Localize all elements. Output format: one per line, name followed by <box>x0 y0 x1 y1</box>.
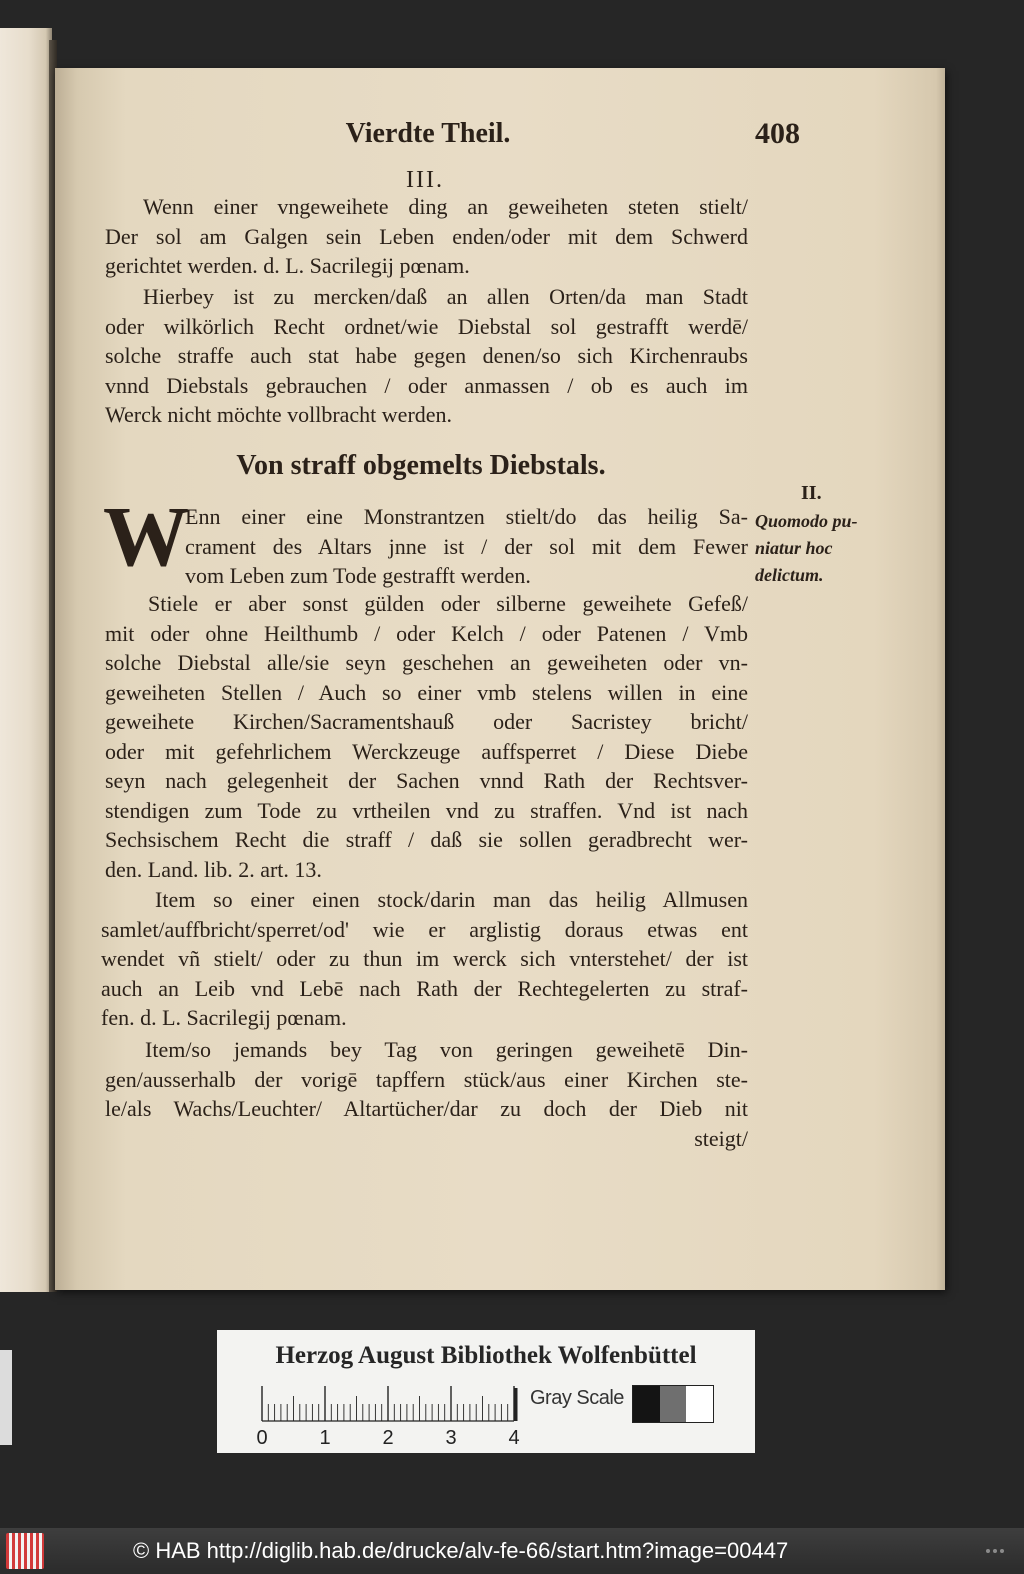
text-line: oder wilkörlich Recht ordnet/wie Diebstal sol gestrafft werdē/ <box>105 313 748 339</box>
text-line: auch an Leib vnd Lebē nach Rath der Rechtegelerten zu straf- <box>101 975 748 1001</box>
text-line: Item so einer einen stock/darin man das heilig Allmusen <box>155 887 748 912</box>
margin-note-line: delictum. <box>755 565 824 585</box>
text-line: mit oder ohne Heilthumb / oder Kelch / oder Patenen / Vmb <box>105 620 748 646</box>
ruler-label: 3 <box>445 1427 457 1449</box>
book-page <box>55 68 945 1290</box>
ruler-label: 4 <box>508 1427 520 1449</box>
footer-copyright: © HAB http://diglib.hab.de/drucke/alv-fe-66/start.htm?image=00447 <box>133 1538 789 1563</box>
text-line: geweiheten Stellen / Auch so einer vmb stelens willen in eine <box>105 679 748 705</box>
text-line: seyn nach gelegenheit der Sachen vnnd Rath der Rechtsver- <box>105 768 748 793</box>
paragraph <box>101 885 748 1033</box>
gray-swatch <box>633 1386 660 1422</box>
text-line: gen/ausserhalb der vorigē tapffern stück/aus einer Kirchen ste- <box>105 1066 748 1092</box>
text-line: stendigen zum Tode zu vrtheilen vnd zu straffen. Vnd ist nach <box>105 797 748 823</box>
drop-cap: W <box>103 488 189 584</box>
text-line: le/als Wachs/Leuchter/ Altartücher/dar zu doch der Dieb nit <box>105 1096 748 1121</box>
more-dots-icon <box>986 1549 1008 1554</box>
text-line: fen. d. L. Sacrilegij pœnam. <box>101 1005 347 1030</box>
edge-strip <box>0 1350 12 1445</box>
paragraph <box>105 589 748 884</box>
gray-swatch <box>660 1386 687 1422</box>
text-line: Enn einer eine Monstrantzen stielt/do das heilig Sa- <box>185 504 748 529</box>
gray-scale-swatches <box>632 1385 714 1423</box>
text-line: Wenn einer vngeweihete ding an geweiheten steten stielt/ <box>143 194 748 219</box>
section-number: III. <box>406 167 444 193</box>
margin-note-line: niatur hoc <box>755 538 833 558</box>
gray-scale-label: Gray Scale <box>530 1387 624 1409</box>
gray-swatch <box>686 1386 713 1422</box>
catchword: steigt/ <box>694 1125 748 1151</box>
text-line: solche straffe auch stat habe gegen denen/so sich Kirchenraubs <box>105 343 748 368</box>
paragraph <box>105 192 748 281</box>
text-line: crament des Altars jnne ist / der sol mit dem Fewer <box>185 533 748 559</box>
paragraph <box>105 282 748 430</box>
text-line: gerichtet werden. d. L. Sacrilegij pœnam. <box>105 253 470 278</box>
hab-logo-icon <box>6 1533 44 1569</box>
text-line: solche Diebstal alle/sie seyn geschehen an geweiheten oder vn- <box>105 650 748 675</box>
text-line: vnnd Diebstals gebrauchen / oder anmassen / ob es auch im <box>105 372 748 398</box>
text-line: oder mit gefehrlichem Werckzeuge auffsperret / Diese Diebe <box>105 738 748 764</box>
color-calibration-card <box>217 1330 755 1453</box>
text-line: Der sol am Galgen sein Leben enden/oder mit dem Schwerd <box>105 223 748 249</box>
text-line: den. Land. lib. 2. art. 13. <box>105 856 322 882</box>
paragraph <box>185 502 748 591</box>
margin-note-number: II. <box>801 482 822 504</box>
running-head: Vierdte Theil. <box>345 118 511 149</box>
institution-name: Herzog August Bibliothek Wolfenbüttel <box>275 1342 697 1369</box>
text-line: vom Leben zum Tode gestrafft werden. <box>185 563 531 588</box>
text-line: Stiele er aber sonst gülden oder silberne geweihete Gefeß/ <box>148 591 748 616</box>
previous-page-edge <box>0 28 52 1292</box>
text-line: Item/so jemands bey Tag von geringen geweihetē Din- <box>145 1037 748 1062</box>
ruler-label: 1 <box>319 1427 331 1449</box>
ruler-label: 2 <box>382 1427 394 1449</box>
margin-note <box>755 478 905 589</box>
ruler-label: 0 <box>256 1427 268 1449</box>
section-heading: Von straff obgemelts Diebstals. <box>236 450 606 481</box>
text-line: samlet/auffbricht/sperret/od' wie er arglistig doraus etwas ent <box>101 916 748 942</box>
margin-note-line: Quomodo pu- <box>755 511 858 531</box>
footer-bar <box>0 1528 1024 1574</box>
text-line: Sechsischem Recht die straff / daß sie sollen geradbrecht wer- <box>105 827 748 852</box>
text-line: Hierbey ist zu mercken/daß an allen Orten/da man Stadt <box>143 284 748 309</box>
text-line: Werck nicht möchte vollbracht werden. <box>105 402 453 427</box>
text-line: wendet vñ stielt/ oder zu thun im werck sich vnterstehet/ der ist <box>101 946 748 971</box>
text-line: geweihete Kirchen/Sacramentshauß oder Sacristey bricht/ <box>105 709 748 734</box>
page-number: 408 <box>755 117 800 150</box>
paragraph <box>105 1035 748 1153</box>
